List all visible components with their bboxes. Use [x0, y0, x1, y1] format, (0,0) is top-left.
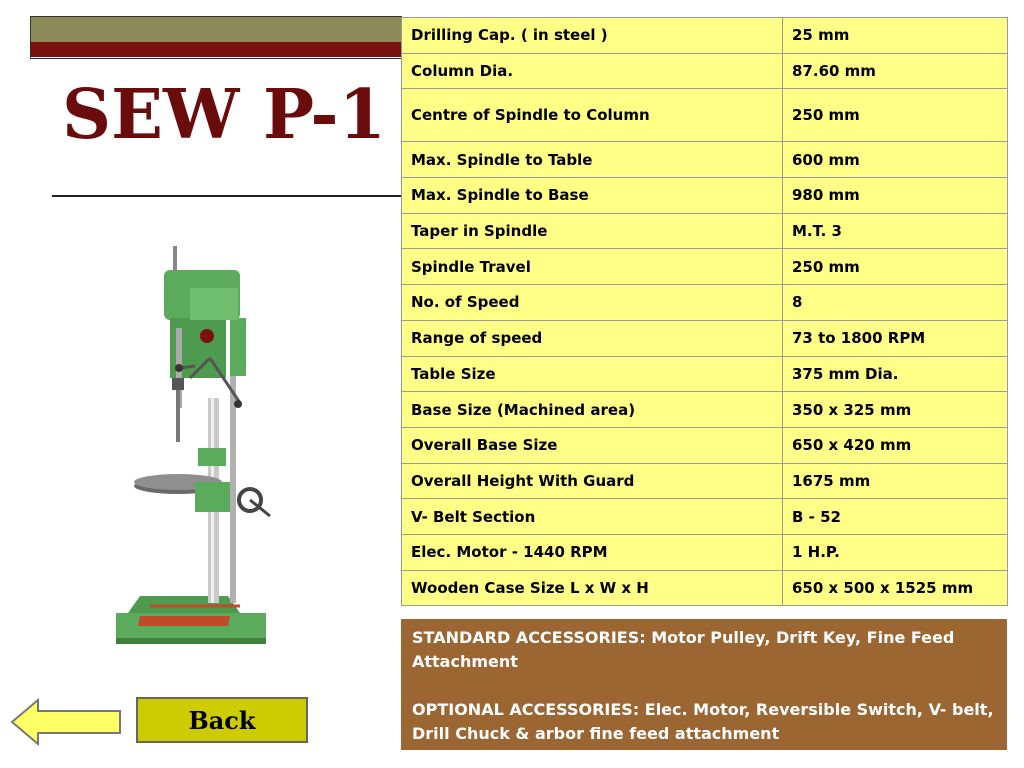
spec-label: Overall Base Size: [402, 427, 783, 463]
spec-label: Base Size (Machined area): [402, 392, 783, 428]
spec-label: Drilling Cap. ( in steel ): [402, 18, 783, 54]
spec-table: [401, 17, 1008, 606]
header-band-olive: [30, 16, 402, 42]
spec-value: 1675 mm: [783, 463, 1008, 499]
table-row: [402, 249, 1008, 285]
table-row: [402, 285, 1008, 321]
page-title: SEW P-1: [62, 75, 386, 155]
spec-label: Wooden Case Size L x W x H: [402, 570, 783, 606]
spec-label: Spindle Travel: [402, 249, 783, 285]
table-row: [402, 570, 1008, 606]
table-row: [402, 18, 1008, 54]
spec-value: 1 H.P.: [783, 534, 1008, 570]
spec-label: V- Belt Section: [402, 499, 783, 535]
spec-value: 8: [783, 285, 1008, 321]
optional-accessories: OPTIONAL ACCESSORIES: Elec. Motor, Reversible Switch, V- belt, Drill Chuck & arbor fine feed attachment: [412, 700, 994, 743]
table-row: [402, 213, 1008, 249]
spec-value: 350 x 325 mm: [783, 392, 1008, 428]
title-divider: [52, 195, 402, 197]
spec-label: No. of Speed: [402, 285, 783, 321]
spec-label: Max. Spindle to Base: [402, 178, 783, 214]
spec-value: 650 x 500 x 1525 mm: [783, 570, 1008, 606]
spec-label: Overall Height With Guard: [402, 463, 783, 499]
table-row: [402, 534, 1008, 570]
spec-label: Taper in Spindle: [402, 213, 783, 249]
table-row: [402, 142, 1008, 178]
table-row: [402, 89, 1008, 142]
spec-label: Max. Spindle to Table: [402, 142, 783, 178]
table-row: [402, 463, 1008, 499]
spec-value: 250 mm: [783, 89, 1008, 142]
table-row: [402, 53, 1008, 89]
spec-value: 375 mm Dia.: [783, 356, 1008, 392]
spec-label: Column Dia.: [402, 53, 783, 89]
accessories-box: [401, 619, 1007, 750]
table-row: [402, 356, 1008, 392]
spec-value: B - 52: [783, 499, 1008, 535]
table-row: [402, 392, 1008, 428]
spec-value: 600 mm: [783, 142, 1008, 178]
spec-value: 87.60 mm: [783, 53, 1008, 89]
spec-label: Elec. Motor - 1440 RPM: [402, 534, 783, 570]
table-row: [402, 178, 1008, 214]
table-row: [402, 427, 1008, 463]
spec-value: 250 mm: [783, 249, 1008, 285]
table-row: [402, 320, 1008, 356]
spec-value: 650 x 420 mm: [783, 427, 1008, 463]
spec-label: Centre of Spindle to Column: [402, 89, 783, 142]
table-row: [402, 499, 1008, 535]
back-arrow-icon[interactable]: [10, 697, 122, 747]
drill-machine-image: [110, 238, 284, 668]
spec-value: 73 to 1800 RPM: [783, 320, 1008, 356]
spec-label: Range of speed: [402, 320, 783, 356]
spec-value: 980 mm: [783, 178, 1008, 214]
spec-value: M.T. 3: [783, 213, 1008, 249]
spec-label: Table Size: [402, 356, 783, 392]
header-band-maroon: [30, 42, 402, 57]
standard-accessories: STANDARD ACCESSORIES: Motor Pulley, Drift Key, Fine Feed Attachment: [412, 628, 955, 671]
spec-value: 25 mm: [783, 18, 1008, 54]
back-button[interactable]: Back: [136, 697, 308, 743]
